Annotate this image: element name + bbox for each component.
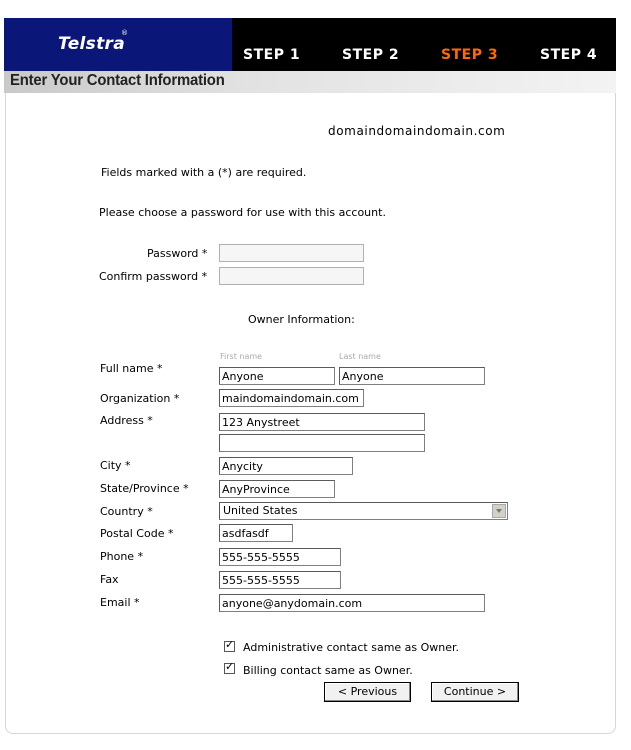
phone-label: Phone * <box>100 550 144 563</box>
telstra-logo: Telstra <box>58 34 125 54</box>
country-selected-value: United States <box>223 504 298 517</box>
billing-contact-checkbox[interactable] <box>224 660 235 674</box>
full-name-label: Full name * <box>100 362 163 375</box>
step-4: STEP 4 <box>540 47 598 63</box>
city-input[interactable] <box>219 457 353 475</box>
address-line1-input[interactable] <box>219 413 425 431</box>
last-name-hint: Last name <box>339 352 381 361</box>
country-select[interactable] <box>219 502 508 520</box>
admin-contact-label: Administrative contact same as Owner. <box>243 641 460 654</box>
step-2: STEP 2 <box>342 47 400 63</box>
step-1: STEP 1 <box>243 47 301 63</box>
password-input[interactable] <box>219 244 364 262</box>
postal-code-input[interactable] <box>219 524 293 542</box>
organization-input[interactable] <box>219 389 364 407</box>
step-3-active: STEP 3 <box>441 47 499 63</box>
fax-label: Fax <box>100 573 119 586</box>
organization-label: Organization * <box>100 392 180 405</box>
checkmark-icon: ✓ <box>225 638 235 651</box>
confirm-password-input[interactable] <box>219 267 364 285</box>
admin-contact-checkbox[interactable] <box>224 638 235 652</box>
postal-code-label: Postal Code * <box>100 527 174 540</box>
address-label: Address * <box>100 414 153 427</box>
phone-input[interactable] <box>219 548 341 566</box>
checkmark-icon: ✓ <box>225 660 235 673</box>
header-steps-panel <box>232 18 616 71</box>
password-prompt: Please choose a password for use with this account. <box>99 206 386 219</box>
domain-name: domaindomaindomain.com <box>328 124 506 138</box>
continue-button[interactable]: Continue > <box>431 682 519 702</box>
required-note: Fields marked with a (*) are required. <box>101 166 307 179</box>
last-name-input[interactable] <box>339 367 485 385</box>
previous-button[interactable]: < Previous <box>324 682 411 702</box>
page-title: Enter Your Contact Information <box>10 72 225 89</box>
city-label: City * <box>100 459 131 472</box>
password-label: Password * <box>147 247 208 260</box>
email-label: Email * <box>100 596 140 609</box>
first-name-hint: First name <box>220 352 263 361</box>
fax-input[interactable] <box>219 571 341 589</box>
state-input[interactable] <box>219 480 335 498</box>
email-input[interactable] <box>219 594 485 612</box>
country-label: Country * <box>100 505 153 518</box>
state-label: State/Province * <box>100 482 189 495</box>
chevron-down-icon[interactable] <box>492 504 506 518</box>
logo-registered-mark: ® <box>121 29 128 37</box>
confirm-password-label: Confirm password * <box>99 270 208 283</box>
first-name-input[interactable] <box>219 367 335 385</box>
address-line2-input[interactable] <box>219 434 425 452</box>
owner-heading: Owner Information: <box>248 313 355 326</box>
billing-contact-label: Billing contact same as Owner. <box>243 664 413 677</box>
